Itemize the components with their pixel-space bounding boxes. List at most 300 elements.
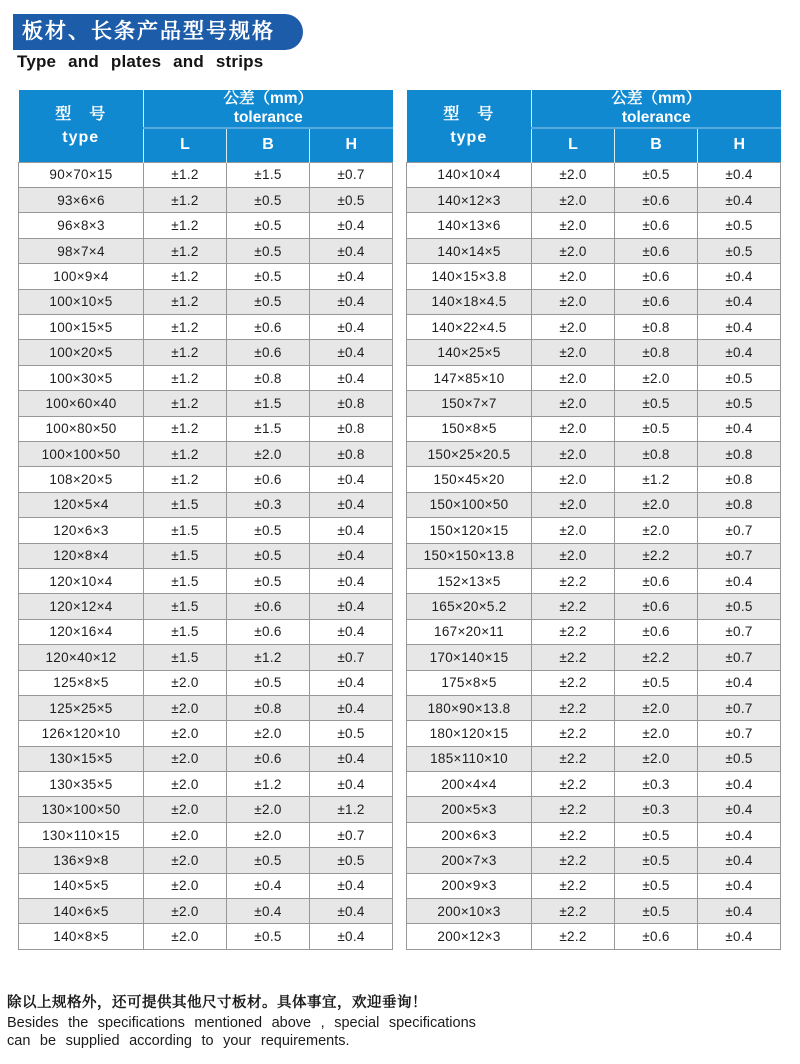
tolerance-cell: ±2.0 (532, 315, 615, 340)
model-cell: 147×85×10 (407, 365, 532, 390)
tolerance-cell: ±2.2 (532, 873, 615, 898)
tolerance-cell: ±2.0 (615, 695, 698, 720)
model-cell: 140×15×3.8 (407, 264, 532, 289)
model-cell: 200×12×3 (407, 924, 532, 949)
tolerance-cell: ±2.0 (532, 238, 615, 263)
tolerance-header-zh: 公差（mm） (611, 90, 702, 107)
tolerance-cell: ±0.5 (227, 213, 310, 238)
type-header-en: type (62, 128, 100, 146)
tolerance-cell: ±2.2 (532, 568, 615, 593)
tolerance-cell: ±0.5 (698, 213, 781, 238)
page-subtitle: Type and plates and strips (17, 52, 264, 71)
tolerance-cell: ±2.2 (532, 924, 615, 949)
tolerance-cell: ±1.2 (144, 289, 227, 314)
table-row (19, 568, 393, 593)
tolerance-cell: ±2.0 (144, 797, 227, 822)
table-body-left (19, 162, 393, 949)
tolerance-cell: ±1.2 (144, 391, 227, 416)
model-cell: 136×9×8 (19, 848, 144, 873)
footer-note-en-line1: Besides the specifications mentioned above , special specifications (7, 1015, 476, 1031)
tolerance-cell: ±2.0 (532, 467, 615, 492)
tolerance-cell: ±0.3 (615, 797, 698, 822)
tolerance-cell: ±1.2 (144, 365, 227, 390)
tolerance-cell: ±0.4 (310, 746, 393, 771)
tolerance-cell: ±0.4 (310, 518, 393, 543)
model-cell: 93×6×6 (19, 188, 144, 213)
tolerance-cell: ±0.4 (310, 899, 393, 924)
tolerance-cell: ±1.2 (615, 467, 698, 492)
tolerance-cell: ±0.5 (615, 391, 698, 416)
tolerance-cell: ±0.8 (310, 441, 393, 466)
tolerance-cell: ±0.3 (227, 492, 310, 517)
table-row (19, 264, 393, 289)
footer-note-zh: 除以上规格外，还可提供其他尺寸板材。具体事宜，欢迎垂询！ (7, 995, 427, 1011)
tolerance-header-zh: 公差（mm） (223, 90, 314, 107)
table-row (19, 772, 393, 797)
tolerance-cell: ±2.0 (144, 772, 227, 797)
table-row (407, 162, 781, 187)
model-cell: 140×13×6 (407, 213, 532, 238)
col-header-b: B (227, 128, 310, 162)
table-row (19, 188, 393, 213)
tolerance-cell: ±0.4 (310, 695, 393, 720)
tolerance-cell: ±2.0 (144, 899, 227, 924)
type-header-zh: 型 号 (443, 105, 495, 123)
tolerance-cell: ±0.7 (698, 645, 781, 670)
type-header (19, 90, 144, 162)
col-header-h: H (310, 128, 393, 162)
table-row (407, 467, 781, 492)
model-cell: 140×14×5 (407, 238, 532, 263)
tolerance-cell: ±0.5 (227, 264, 310, 289)
tolerance-cell: ±0.6 (615, 289, 698, 314)
tolerance-cell: ±0.7 (310, 822, 393, 847)
tolerance-cell: ±2.0 (615, 746, 698, 771)
tolerance-cell: ±0.4 (310, 568, 393, 593)
table-row (407, 289, 781, 314)
model-cell: 170×140×15 (407, 645, 532, 670)
tolerance-cell: ±0.5 (615, 670, 698, 695)
table-row (407, 391, 781, 416)
tolerance-cell: ±0.5 (310, 721, 393, 746)
model-cell: 150×25×20.5 (407, 441, 532, 466)
tolerance-cell: ±0.5 (227, 289, 310, 314)
table-row (19, 797, 393, 822)
model-cell: 140×25×5 (407, 340, 532, 365)
tolerance-cell: ±2.2 (532, 721, 615, 746)
tolerance-cell: ±1.5 (227, 416, 310, 441)
table-row (19, 441, 393, 466)
tolerance-cell: ±0.6 (615, 238, 698, 263)
tolerance-cell: ±0.3 (615, 772, 698, 797)
tolerance-cell: ±0.4 (227, 899, 310, 924)
tolerance-cell: ±2.2 (532, 899, 615, 924)
table-row (407, 619, 781, 644)
tolerance-cell: ±0.4 (310, 772, 393, 797)
model-cell: 126×120×10 (19, 721, 144, 746)
tolerance-cell: ±2.2 (532, 645, 615, 670)
tolerance-header-en: tolerance (621, 108, 691, 126)
table-row (407, 899, 781, 924)
tolerance-cell: ±2.0 (532, 365, 615, 390)
page-title-ribbon (13, 14, 303, 50)
footer-note-en-line2: can be supplied according to your requirements. (7, 1032, 350, 1049)
tolerance-cell: ±1.5 (144, 568, 227, 593)
tolerance-cell: ±0.4 (698, 289, 781, 314)
model-cell: 120×5×4 (19, 492, 144, 517)
table-row (19, 213, 393, 238)
tolerance-cell: ±2.2 (532, 695, 615, 720)
model-cell: 180×90×13.8 (407, 695, 532, 720)
tolerance-cell: ±1.5 (227, 391, 310, 416)
tolerance-cell: ±1.2 (144, 188, 227, 213)
tolerance-cell: ±2.2 (532, 848, 615, 873)
tolerance-cell: ±0.7 (698, 518, 781, 543)
table-row (407, 594, 781, 619)
tolerance-cell: ±1.2 (144, 467, 227, 492)
table-row (19, 924, 393, 949)
table-header (19, 90, 393, 162)
tolerance-cell: ±0.8 (615, 340, 698, 365)
col-header-l: L (144, 128, 227, 162)
tolerance-cell: ±0.8 (698, 441, 781, 466)
model-cell: 100×10×5 (19, 289, 144, 314)
tolerance-cell: ±2.0 (532, 518, 615, 543)
tolerance-cell: ±0.6 (615, 264, 698, 289)
model-cell: 150×45×20 (407, 467, 532, 492)
tolerance-cell: ±0.4 (310, 289, 393, 314)
tolerance-header (144, 90, 393, 128)
table-row (19, 695, 393, 720)
tolerance-cell: ±2.0 (532, 543, 615, 568)
tolerance-cell: ±2.0 (532, 492, 615, 517)
tolerance-cell: ±2.0 (532, 289, 615, 314)
model-cell: 120×8×4 (19, 543, 144, 568)
tolerance-cell: ±1.5 (227, 162, 310, 187)
table-row (407, 568, 781, 593)
type-header (407, 90, 532, 162)
tolerance-cell: ±0.4 (698, 822, 781, 847)
spec-tables (18, 90, 781, 950)
tolerance-cell: ±0.4 (310, 492, 393, 517)
tolerance-cell: ±1.2 (144, 213, 227, 238)
tolerance-cell: ±0.4 (310, 467, 393, 492)
table-row (19, 670, 393, 695)
model-cell: 100×100×50 (19, 441, 144, 466)
tolerance-cell: ±0.7 (698, 721, 781, 746)
tolerance-cell: ±0.4 (227, 873, 310, 898)
tolerance-cell: ±0.4 (310, 670, 393, 695)
model-cell: 120×16×4 (19, 619, 144, 644)
tolerance-cell: ±2.2 (532, 594, 615, 619)
tolerance-cell: ±1.2 (310, 797, 393, 822)
tolerance-cell: ±0.4 (310, 924, 393, 949)
tolerance-cell: ±0.4 (310, 264, 393, 289)
tolerance-cell: ±2.0 (144, 695, 227, 720)
tolerance-cell: ±0.7 (698, 695, 781, 720)
model-cell: 120×12×4 (19, 594, 144, 619)
model-cell: 130×110×15 (19, 822, 144, 847)
tolerance-cell: ±1.5 (144, 543, 227, 568)
tolerance-cell: ±2.0 (144, 873, 227, 898)
table-row (19, 340, 393, 365)
tolerance-cell: ±2.2 (532, 746, 615, 771)
tolerance-cell: ±2.0 (144, 670, 227, 695)
tolerance-cell: ±0.6 (227, 467, 310, 492)
table-row (407, 848, 781, 873)
table-body-right (407, 162, 781, 949)
table-row (407, 238, 781, 263)
tolerance-cell: ±0.4 (698, 188, 781, 213)
tolerance-cell: ±0.4 (698, 340, 781, 365)
tolerance-cell: ±0.5 (227, 518, 310, 543)
tolerance-cell: ±0.8 (698, 467, 781, 492)
tolerance-cell: ±0.4 (698, 568, 781, 593)
tolerance-cell: ±2.0 (532, 391, 615, 416)
table-row (407, 822, 781, 847)
tolerance-cell: ±0.7 (310, 162, 393, 187)
table-row (19, 492, 393, 517)
tolerance-cell: ±0.8 (227, 695, 310, 720)
tolerance-cell: ±0.5 (698, 391, 781, 416)
tolerance-cell: ±2.0 (144, 721, 227, 746)
model-cell: 140×5×5 (19, 873, 144, 898)
tolerance-cell: ±1.2 (144, 162, 227, 187)
model-cell: 100×80×50 (19, 416, 144, 441)
table-row (407, 518, 781, 543)
table-row (407, 365, 781, 390)
model-cell: 152×13×5 (407, 568, 532, 593)
model-cell: 130×100×50 (19, 797, 144, 822)
tolerance-cell: ±0.6 (227, 315, 310, 340)
tolerance-cell: ±0.5 (698, 238, 781, 263)
model-cell: 100×9×4 (19, 264, 144, 289)
tolerance-cell: ±1.5 (144, 619, 227, 644)
table-row (19, 848, 393, 873)
tolerance-cell: ±0.4 (310, 238, 393, 263)
tolerance-cell: ±0.4 (310, 315, 393, 340)
table-row (407, 772, 781, 797)
type-header-zh: 型 号 (55, 105, 107, 123)
tolerance-cell: ±0.4 (310, 365, 393, 390)
tolerance-cell: ±2.0 (615, 518, 698, 543)
model-cell: 140×10×4 (407, 162, 532, 187)
tolerance-cell: ±0.6 (227, 746, 310, 771)
tolerance-cell: ±0.5 (227, 670, 310, 695)
tolerance-cell: ±0.5 (615, 822, 698, 847)
tolerance-cell: ±0.7 (310, 645, 393, 670)
tolerance-cell: ±0.5 (615, 416, 698, 441)
tolerance-cell: ±0.6 (615, 594, 698, 619)
model-cell: 120×40×12 (19, 645, 144, 670)
tolerance-cell: ±0.5 (227, 543, 310, 568)
model-cell: 130×15×5 (19, 746, 144, 771)
model-cell: 150×150×13.8 (407, 543, 532, 568)
tolerance-cell: ±0.4 (310, 213, 393, 238)
tolerance-cell: ±0.7 (698, 619, 781, 644)
tolerance-cell: ±0.5 (698, 365, 781, 390)
model-cell: 200×6×3 (407, 822, 532, 847)
model-cell: 165×20×5.2 (407, 594, 532, 619)
table-row (19, 315, 393, 340)
model-cell: 125×25×5 (19, 695, 144, 720)
tolerance-cell: ±2.0 (532, 188, 615, 213)
tolerance-cell: ±0.8 (615, 315, 698, 340)
tolerance-cell: ±0.6 (615, 188, 698, 213)
model-cell: 98×7×4 (19, 238, 144, 263)
tolerance-cell: ±2.0 (532, 416, 615, 441)
model-cell: 125×8×5 (19, 670, 144, 695)
table-row (407, 543, 781, 568)
model-cell: 100×20×5 (19, 340, 144, 365)
tolerance-cell: ±1.2 (144, 238, 227, 263)
tolerance-cell: ±2.0 (532, 441, 615, 466)
tolerance-cell: ±0.5 (310, 188, 393, 213)
tolerance-cell: ±2.0 (144, 848, 227, 873)
tolerance-cell: ±0.6 (615, 213, 698, 238)
tolerance-cell: ±0.4 (698, 848, 781, 873)
tolerance-cell: ±2.2 (532, 619, 615, 644)
model-cell: 180×120×15 (407, 721, 532, 746)
tolerance-cell: ±2.2 (532, 822, 615, 847)
model-cell: 200×5×3 (407, 797, 532, 822)
tolerance-header-en: tolerance (233, 108, 303, 126)
tolerance-cell: ±1.2 (144, 340, 227, 365)
tolerance-header (532, 90, 781, 128)
table-row (19, 543, 393, 568)
type-header-en: type (450, 128, 488, 146)
model-cell: 100×30×5 (19, 365, 144, 390)
model-cell: 200×10×3 (407, 899, 532, 924)
table-row (407, 315, 781, 340)
tolerance-cell: ±2.2 (532, 670, 615, 695)
model-cell: 140×12×3 (407, 188, 532, 213)
tolerance-cell: ±2.0 (615, 365, 698, 390)
tolerance-cell: ±0.6 (227, 619, 310, 644)
tolerance-cell: ±1.5 (144, 645, 227, 670)
tolerance-cell: ±2.0 (144, 746, 227, 771)
tolerance-cell: ±0.5 (227, 568, 310, 593)
table-row (19, 873, 393, 898)
table-header (407, 90, 781, 162)
col-header-h: H (698, 128, 781, 162)
tolerance-cell: ±2.2 (532, 772, 615, 797)
tolerance-cell: ±0.8 (310, 391, 393, 416)
table-row (407, 797, 781, 822)
table-row (407, 746, 781, 771)
table-row (407, 492, 781, 517)
model-cell: 150×8×5 (407, 416, 532, 441)
table-row (19, 899, 393, 924)
footer-note (7, 991, 527, 1050)
tolerance-cell: ±2.0 (532, 340, 615, 365)
tolerance-cell: ±1.2 (144, 416, 227, 441)
page-title: 板材、长条产品型号规格 (22, 20, 275, 43)
model-cell: 200×4×4 (407, 772, 532, 797)
tolerance-cell: ±2.2 (532, 797, 615, 822)
table-row (19, 594, 393, 619)
table-row (407, 441, 781, 466)
tolerance-cell: ±0.5 (615, 848, 698, 873)
tolerance-cell: ±0.4 (698, 797, 781, 822)
table-row (19, 721, 393, 746)
tolerance-cell: ±2.0 (227, 441, 310, 466)
table-row (407, 695, 781, 720)
tolerance-cell: ±1.5 (144, 518, 227, 543)
model-cell: 140×8×5 (19, 924, 144, 949)
tolerance-cell: ±2.0 (144, 822, 227, 847)
tolerance-cell: ±2.0 (227, 822, 310, 847)
table-row (19, 467, 393, 492)
tolerance-cell: ±0.4 (310, 619, 393, 644)
table-row (19, 289, 393, 314)
tolerance-cell: ±2.0 (227, 797, 310, 822)
tolerance-cell: ±0.5 (698, 746, 781, 771)
tolerance-cell: ±0.8 (698, 492, 781, 517)
table-row (407, 721, 781, 746)
tolerance-cell: ±0.4 (698, 416, 781, 441)
col-header-l: L (532, 128, 615, 162)
tolerance-cell: ±2.0 (144, 924, 227, 949)
model-cell: 150×120×15 (407, 518, 532, 543)
tolerance-cell: ±0.8 (227, 365, 310, 390)
table-row (19, 162, 393, 187)
tolerance-cell: ±0.6 (615, 619, 698, 644)
model-cell: 140×22×4.5 (407, 315, 532, 340)
model-cell: 108×20×5 (19, 467, 144, 492)
model-cell: 140×6×5 (19, 899, 144, 924)
table-row (407, 924, 781, 949)
tolerance-cell: ±0.7 (698, 543, 781, 568)
table-row (407, 645, 781, 670)
model-cell: 130×35×5 (19, 772, 144, 797)
table-row (19, 746, 393, 771)
tolerance-cell: ±1.5 (144, 492, 227, 517)
tolerance-cell: ±0.8 (310, 416, 393, 441)
model-cell: 175×8×5 (407, 670, 532, 695)
tolerance-cell: ±0.5 (227, 238, 310, 263)
table-row (19, 822, 393, 847)
tolerance-cell: ±0.4 (310, 873, 393, 898)
tolerance-cell: ±0.5 (615, 873, 698, 898)
model-cell: 140×18×4.5 (407, 289, 532, 314)
tolerance-cell: ±2.2 (615, 645, 698, 670)
tolerance-cell: ±2.0 (227, 721, 310, 746)
tolerance-cell: ±0.4 (698, 873, 781, 898)
tolerance-cell: ±0.4 (698, 899, 781, 924)
tolerance-cell: ±0.5 (615, 162, 698, 187)
model-cell: 167×20×11 (407, 619, 532, 644)
table-row (19, 619, 393, 644)
table-row (19, 365, 393, 390)
model-cell: 150×7×7 (407, 391, 532, 416)
table-row (19, 416, 393, 441)
tolerance-cell: ±1.2 (144, 441, 227, 466)
tolerance-cell: ±0.6 (227, 594, 310, 619)
table-row (407, 873, 781, 898)
tolerance-cell: ±0.6 (615, 568, 698, 593)
col-header-b: B (615, 128, 698, 162)
tolerance-cell: ±0.5 (615, 899, 698, 924)
table-row (19, 645, 393, 670)
tolerance-cell: ±2.0 (615, 721, 698, 746)
tolerance-cell: ±1.2 (227, 645, 310, 670)
tolerance-cell: ±0.4 (698, 264, 781, 289)
spec-table-left (18, 90, 393, 950)
model-cell: 150×100×50 (407, 492, 532, 517)
tolerance-cell: ±0.5 (227, 924, 310, 949)
tolerance-cell: ±0.4 (310, 543, 393, 568)
